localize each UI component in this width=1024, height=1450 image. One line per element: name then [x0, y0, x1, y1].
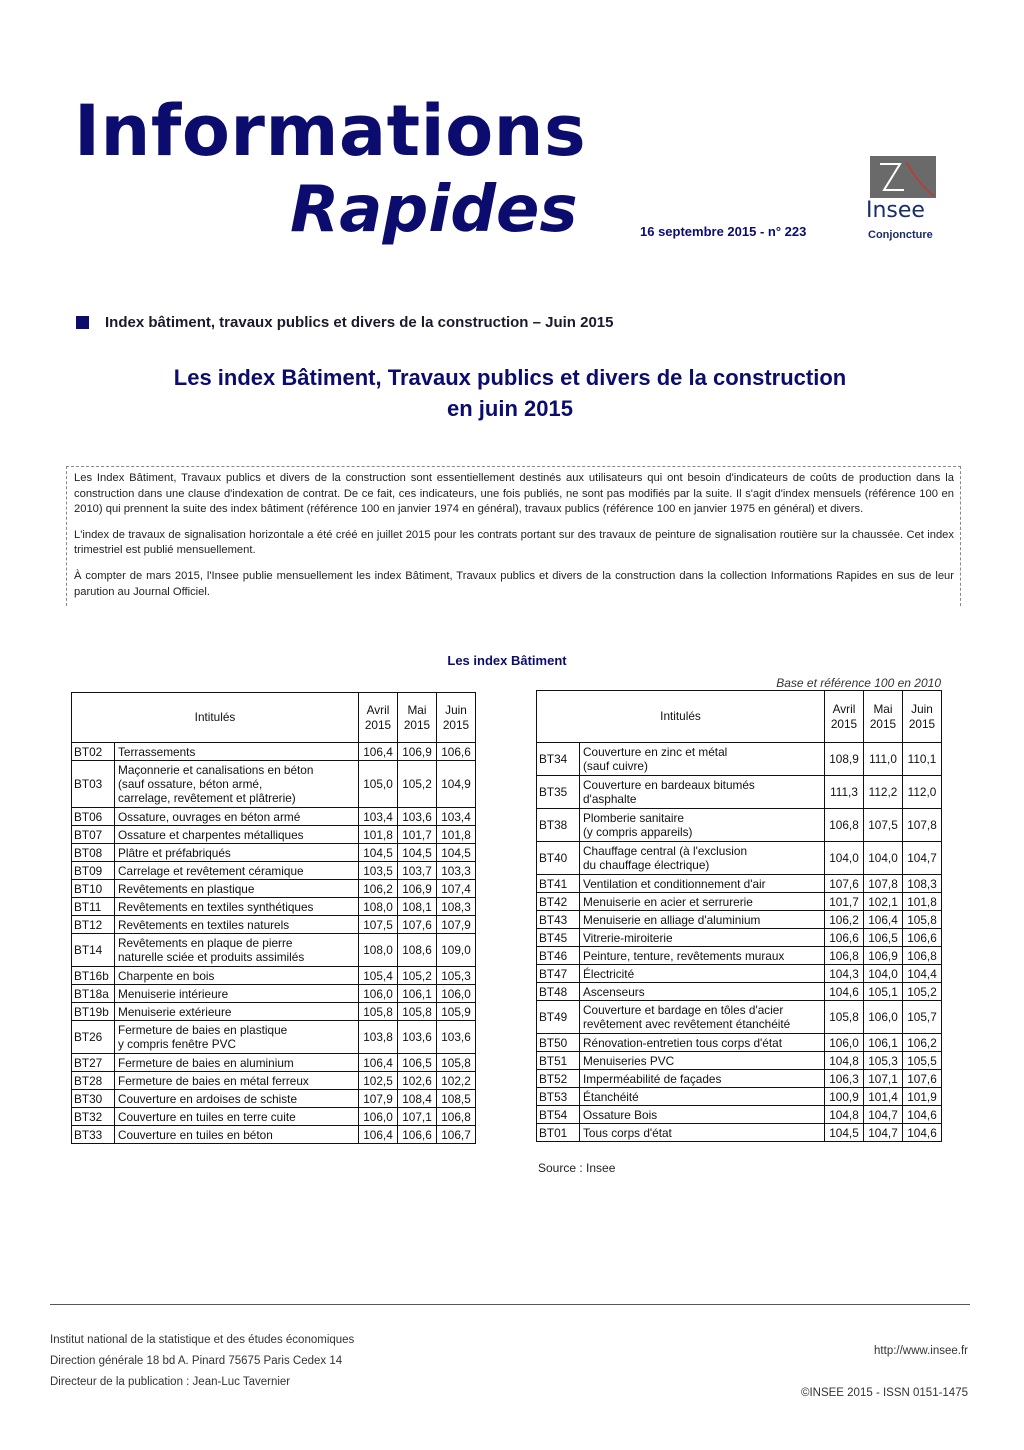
table-row	[537, 983, 942, 1001]
row-code: BT49	[537, 1001, 580, 1034]
column-header-june: Juin 2015	[903, 691, 942, 743]
row-code: BT35	[537, 776, 580, 809]
value-april: 103,8	[359, 1021, 398, 1054]
row-code: BT45	[537, 929, 580, 947]
row-code: BT48	[537, 983, 580, 1001]
footer-url[interactable]: http://www.insee.fr	[874, 1345, 968, 1357]
value-may: 102,1	[864, 893, 903, 911]
table-row	[537, 1106, 942, 1124]
column-header-april: Avril 2015	[359, 693, 398, 743]
value-may: 101,4	[864, 1088, 903, 1106]
column-header-may: Mai 2015	[864, 691, 903, 743]
value-june: 107,8	[903, 809, 942, 842]
value-april: 108,0	[359, 898, 398, 916]
row-label: Ossature, ouvrages en béton armé	[115, 808, 359, 826]
table-row	[537, 1052, 942, 1070]
value-june: 104,4	[903, 965, 942, 983]
intro-paragraph-1: Les Index Bâtiment, Travaux publics et divers de la construction sont essentiellement destinés aux utilisateurs qui ont besoin d'indicateurs de coûts de production dans la construction dans une clause d'indexation de contrat. De ce fait, ces indicateurs, une fois publiés, ne sont pas modifiés par la suite. Il s'agit d'index mensuels (référence 100 en 2010) qui prennent la suite des index bâtiment (référence 100 en janvier 1974 en général), travaux publics (référence 100 en janvier 1975 en général) et divers.	[74, 472, 954, 516]
row-code: BT43	[537, 911, 580, 929]
value-june: 108,5	[437, 1090, 476, 1108]
value-may: 107,8	[864, 875, 903, 893]
row-code: BT30	[72, 1090, 115, 1108]
value-may: 107,6	[398, 916, 437, 934]
subject-text: Index bâtiment, travaux publics et divers de la construction – Juin 2015	[105, 314, 614, 331]
value-may: 105,3	[864, 1052, 903, 1070]
value-may: 104,7	[864, 1106, 903, 1124]
row-label: Menuiserie en acier et serrurerie	[580, 893, 825, 911]
value-may: 106,9	[398, 880, 437, 898]
value-april: 104,5	[825, 1124, 864, 1142]
row-code: BT12	[72, 916, 115, 934]
row-code: BT14	[72, 934, 115, 967]
row-label: Vitrerie-miroiterie	[580, 929, 825, 947]
value-may: 108,4	[398, 1090, 437, 1108]
value-june: 101,8	[903, 893, 942, 911]
value-june: 104,6	[903, 1106, 942, 1124]
row-label: Électricité	[580, 965, 825, 983]
table-row	[72, 761, 476, 808]
value-may: 108,1	[398, 898, 437, 916]
row-label: Ascenseurs	[580, 983, 825, 1001]
index-table-right	[536, 690, 942, 1142]
row-code: BT32	[72, 1108, 115, 1126]
table-row	[72, 1054, 476, 1072]
value-may: 107,5	[864, 809, 903, 842]
row-code: BT38	[537, 809, 580, 842]
value-april: 101,7	[825, 893, 864, 911]
table-title: Les index Bâtiment	[447, 653, 567, 668]
value-may: 103,6	[398, 808, 437, 826]
table-row	[72, 916, 476, 934]
value-june: 104,6	[903, 1124, 942, 1142]
row-label: Terrassements	[115, 743, 359, 761]
table-row	[537, 947, 942, 965]
row-label: Couverture en zinc et métal (sauf cuivre)	[580, 743, 825, 776]
value-may: 103,7	[398, 862, 437, 880]
table-row	[537, 743, 942, 776]
value-april: 106,6	[825, 929, 864, 947]
intro-box	[66, 466, 961, 606]
value-april: 107,9	[359, 1090, 398, 1108]
value-june: 106,8	[903, 947, 942, 965]
row-label: Revêtements en textiles synthétiques	[115, 898, 359, 916]
row-code: BT52	[537, 1070, 580, 1088]
row-label: Fermeture de baies en aluminium	[115, 1054, 359, 1072]
row-label: Chauffage central (à l'exclusion du chauffage électrique)	[580, 842, 825, 875]
value-june: 101,9	[903, 1088, 942, 1106]
value-may: 106,1	[398, 985, 437, 1003]
table-row	[72, 743, 476, 761]
value-may: 107,1	[864, 1070, 903, 1088]
table-row	[72, 808, 476, 826]
value-june: 106,6	[903, 929, 942, 947]
value-april: 107,5	[359, 916, 398, 934]
square-bullet-icon	[76, 316, 89, 329]
row-code: BT51	[537, 1052, 580, 1070]
row-label: Menuiserie extérieure	[115, 1003, 359, 1021]
table-row	[537, 1124, 942, 1142]
value-june: 105,5	[903, 1052, 942, 1070]
footer-left	[50, 1330, 354, 1393]
insee-logo	[862, 156, 942, 246]
column-header-label: Intitulés	[537, 691, 825, 743]
value-may: 101,7	[398, 826, 437, 844]
row-code: BT26	[72, 1021, 115, 1054]
value-may: 108,6	[398, 934, 437, 967]
value-june: 103,6	[437, 1021, 476, 1054]
table-row	[537, 893, 942, 911]
row-label: Rénovation-entretien tous corps d'état	[580, 1034, 825, 1052]
value-june: 108,3	[437, 898, 476, 916]
table-row	[72, 898, 476, 916]
value-june: 105,8	[437, 1054, 476, 1072]
footer-divider	[50, 1304, 970, 1305]
row-code: BT06	[72, 808, 115, 826]
base-note: Base et référence 100 en 2010	[776, 676, 941, 690]
value-may: 106,5	[398, 1054, 437, 1072]
value-june: 104,5	[437, 844, 476, 862]
row-code: BT03	[72, 761, 115, 808]
row-code: BT01	[537, 1124, 580, 1142]
table-row	[72, 967, 476, 985]
value-june: 109,0	[437, 934, 476, 967]
row-label: Ossature et charpentes métalliques	[115, 826, 359, 844]
issue-date-number: 16 septembre 2015 - n° 223	[640, 224, 807, 239]
row-code: BT28	[72, 1072, 115, 1090]
value-june: 105,7	[903, 1001, 942, 1034]
row-label: Revêtements en plastique	[115, 880, 359, 898]
value-june: 105,3	[437, 967, 476, 985]
headline	[120, 362, 900, 424]
value-april: 106,4	[359, 1126, 398, 1144]
table-row	[72, 1108, 476, 1126]
table-row	[537, 1070, 942, 1088]
row-label: Fermeture de baies en métal ferreux	[115, 1072, 359, 1090]
value-june: 107,9	[437, 916, 476, 934]
value-june: 106,7	[437, 1126, 476, 1144]
row-label: Tous corps d'état	[580, 1124, 825, 1142]
value-may: 106,5	[864, 929, 903, 947]
value-june: 106,2	[903, 1034, 942, 1052]
value-may: 106,9	[398, 743, 437, 761]
value-april: 106,4	[359, 743, 398, 761]
table-row	[537, 1088, 942, 1106]
footer-right	[801, 1330, 968, 1414]
row-code: BT33	[72, 1126, 115, 1144]
row-code: BT18a	[72, 985, 115, 1003]
source-note: Source : Insee	[538, 1161, 616, 1175]
value-may: 103,6	[398, 1021, 437, 1054]
value-april: 106,0	[359, 1108, 398, 1126]
row-code: BT11	[72, 898, 115, 916]
value-june: 106,0	[437, 985, 476, 1003]
value-april: 106,0	[359, 985, 398, 1003]
value-april: 108,9	[825, 743, 864, 776]
footer-director: Directeur de la publication : Jean-Luc Tavernier	[50, 1376, 291, 1388]
value-june: 107,4	[437, 880, 476, 898]
row-code: BT42	[537, 893, 580, 911]
value-may: 111,0	[864, 743, 903, 776]
row-label: Couverture en ardoises de schiste	[115, 1090, 359, 1108]
row-label: Menuiseries PVC	[580, 1052, 825, 1070]
table-row	[537, 875, 942, 893]
column-header-april: Avril 2015	[825, 691, 864, 743]
value-april: 104,6	[825, 983, 864, 1001]
row-code: BT16b	[72, 967, 115, 985]
title-rapides: Rapides	[290, 173, 578, 247]
row-label: Carrelage et revêtement céramique	[115, 862, 359, 880]
row-label: Couverture en tuiles en terre cuite	[115, 1108, 359, 1126]
value-may: 102,6	[398, 1072, 437, 1090]
row-label: Couverture en bardeaux bitumés d'asphalte	[580, 776, 825, 809]
footer-copyright: ©INSEE 2015 - ISSN 0151-1475	[800, 1387, 968, 1399]
value-may: 106,9	[864, 947, 903, 965]
logo-subtitle: Conjoncture	[868, 229, 933, 241]
table-row	[537, 1034, 942, 1052]
value-may: 104,7	[864, 1124, 903, 1142]
value-may: 105,2	[398, 967, 437, 985]
table-row	[72, 1003, 476, 1021]
value-april: 106,8	[825, 809, 864, 842]
value-june: 106,6	[437, 743, 476, 761]
value-june: 112,0	[903, 776, 942, 809]
table-row	[537, 911, 942, 929]
table-row	[72, 880, 476, 898]
value-june: 110,1	[903, 743, 942, 776]
row-label: Revêtements en textiles naturels	[115, 916, 359, 934]
value-april: 106,3	[825, 1070, 864, 1088]
row-label: Imperméabilité de façades	[580, 1070, 825, 1088]
index-table-left	[71, 692, 476, 1144]
footer-address: Direction générale 18 bd A. Pinard 75675 Paris Cedex 14	[50, 1355, 343, 1367]
table-row	[72, 844, 476, 862]
row-label: Ossature Bois	[580, 1106, 825, 1124]
value-may: 106,4	[864, 911, 903, 929]
value-april: 105,4	[359, 967, 398, 985]
column-header-june: Juin 2015	[437, 693, 476, 743]
value-april: 111,3	[825, 776, 864, 809]
value-june: 102,2	[437, 1072, 476, 1090]
value-april: 108,0	[359, 934, 398, 967]
table-row	[72, 934, 476, 967]
value-april: 104,8	[825, 1052, 864, 1070]
value-april: 103,5	[359, 862, 398, 880]
value-june: 105,9	[437, 1003, 476, 1021]
table-row	[537, 965, 942, 983]
row-label: Fermeture de baies en plastique y compris fenêtre PVC	[115, 1021, 359, 1054]
table-row	[537, 842, 942, 875]
headline-line-2: en juin 2015	[447, 396, 573, 421]
value-may: 104,0	[864, 842, 903, 875]
table-row	[72, 1072, 476, 1090]
row-label: Menuiserie en alliage d'aluminium	[580, 911, 825, 929]
row-label: Couverture en tuiles en béton	[115, 1126, 359, 1144]
subject-line	[76, 314, 614, 331]
table-row	[72, 985, 476, 1003]
row-code: BT34	[537, 743, 580, 776]
row-code: BT10	[72, 880, 115, 898]
row-code: BT54	[537, 1106, 580, 1124]
value-june: 105,8	[903, 911, 942, 929]
value-june: 104,9	[437, 761, 476, 808]
table-row	[72, 826, 476, 844]
value-april: 106,4	[359, 1054, 398, 1072]
value-april: 104,3	[825, 965, 864, 983]
value-june: 107,6	[903, 1070, 942, 1088]
row-code: BT53	[537, 1088, 580, 1106]
value-april: 105,8	[825, 1001, 864, 1034]
row-label: Plomberie sanitaire (y compris appareils)	[580, 809, 825, 842]
row-code: BT41	[537, 875, 580, 893]
value-june: 105,2	[903, 983, 942, 1001]
row-label: Ventilation et conditionnement d'air	[580, 875, 825, 893]
intro-paragraph-2: L'index de travaux de signalisation horizontale a été créé en juillet 2015 pour les contrats portant sur des travaux de peinture de signalisation routière sur la chaussée. Cet index trimestriel est publié mensuellement.	[74, 528, 954, 557]
value-may: 105,1	[864, 983, 903, 1001]
value-june: 101,8	[437, 826, 476, 844]
value-april: 107,6	[825, 875, 864, 893]
value-may: 107,1	[398, 1108, 437, 1126]
value-april: 106,0	[825, 1034, 864, 1052]
table-row	[72, 1021, 476, 1054]
table-row	[72, 862, 476, 880]
row-code: BT19b	[72, 1003, 115, 1021]
row-code: BT50	[537, 1034, 580, 1052]
value-may: 112,2	[864, 776, 903, 809]
table-row	[537, 776, 942, 809]
value-april: 103,4	[359, 808, 398, 826]
row-code: BT07	[72, 826, 115, 844]
column-header-may: Mai 2015	[398, 693, 437, 743]
value-may: 105,2	[398, 761, 437, 808]
value-april: 100,9	[825, 1088, 864, 1106]
table-row	[537, 809, 942, 842]
row-label: Revêtements en plaque de pierre naturelle sciée et produits assimilés	[115, 934, 359, 967]
row-code: BT47	[537, 965, 580, 983]
row-label: Plâtre et préfabriqués	[115, 844, 359, 862]
value-april: 104,0	[825, 842, 864, 875]
row-code: BT09	[72, 862, 115, 880]
column-header-label: Intitulés	[72, 693, 359, 743]
row-code: BT46	[537, 947, 580, 965]
row-label: Peinture, tenture, revêtements muraux	[580, 947, 825, 965]
value-april: 105,0	[359, 761, 398, 808]
row-code: BT27	[72, 1054, 115, 1072]
value-april: 106,2	[825, 911, 864, 929]
table-row	[72, 1090, 476, 1108]
value-may: 104,0	[864, 965, 903, 983]
value-may: 106,1	[864, 1034, 903, 1052]
value-june: 104,7	[903, 842, 942, 875]
value-april: 102,5	[359, 1072, 398, 1090]
row-label: Maçonnerie et canalisations en béton (sauf ossature, béton armé, carrelage, revêtement et plâtrerie)	[115, 761, 359, 808]
insee-logo-mark-icon	[870, 156, 936, 198]
value-may: 104,5	[398, 844, 437, 862]
value-june: 106,8	[437, 1108, 476, 1126]
row-code: BT02	[72, 743, 115, 761]
value-may: 106,0	[864, 1001, 903, 1034]
value-june: 103,4	[437, 808, 476, 826]
footer-institute: Institut national de la statistique et des études économiques	[50, 1334, 355, 1346]
value-april: 105,8	[359, 1003, 398, 1021]
table-row	[537, 1001, 942, 1034]
value-april: 104,5	[359, 844, 398, 862]
logo-name: Insee	[866, 198, 925, 223]
row-code: BT08	[72, 844, 115, 862]
value-may: 106,6	[398, 1126, 437, 1144]
row-label: Étanchéité	[580, 1088, 825, 1106]
title-informations: Informations	[74, 90, 587, 172]
table-row	[537, 929, 942, 947]
value-april: 106,8	[825, 947, 864, 965]
value-april: 101,8	[359, 826, 398, 844]
row-label: Menuiserie intérieure	[115, 985, 359, 1003]
table-row	[72, 1126, 476, 1144]
intro-paragraph-3: À compter de mars 2015, l'Insee publie mensuellement les index Bâtiment, Travaux publics et divers de la construction dans la collection Informations Rapides en sus de leur parution au Journal Officiel.	[74, 569, 954, 598]
headline-line-1: Les index Bâtiment, Travaux publics et divers de la construction	[173, 365, 847, 390]
row-label: Charpente en bois	[115, 967, 359, 985]
value-may: 105,8	[398, 1003, 437, 1021]
value-april: 106,2	[359, 880, 398, 898]
value-june: 108,3	[903, 875, 942, 893]
row-label: Couverture et bardage en tôles d'acier revêtement avec revêtement étanchéité	[580, 1001, 825, 1034]
value-april: 104,8	[825, 1106, 864, 1124]
value-june: 103,3	[437, 862, 476, 880]
row-code: BT40	[537, 842, 580, 875]
